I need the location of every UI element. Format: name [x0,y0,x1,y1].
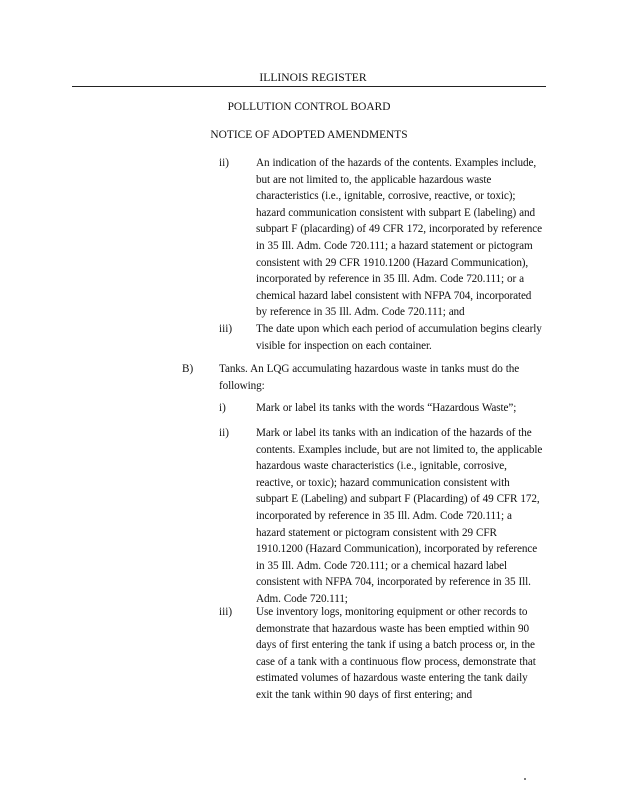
item-text-a-ii: An indication of the hazards of the contents. Examples include, but are not limited to, the applicable hazardous waste characteristics (i.e., ignitable, corrosive, reactive, or toxic); hazard communication consistent with subpart E (labeling) and subpart F (placarding) of 49 CFR 172, incorporated by reference in 35 Ill. Adm. Code 720.111; a hazard statement or pictogram consistent with 29 CFR 1910.1200 (Hazard Communication), incorporated by reference in 35 Ill. Adm. Code 720.111; or a chemical hazard label consistent with NFPA 704, incorporated by reference in 35 Ill. Adm. Code 720.111; and [256,157,542,319]
scan-speck [524,778,526,780]
item-label-a-iii: iii) [219,323,233,335]
item-text-b-iii: Use inventory logs, monitoring equipment or other records to demonstrate that hazardous waste has been emptied within 90 days of first entering the tank if using a batch process or, in the case of a tank with a continuous flow process, demonstrate that estimated volumes of hazardous waste entering the tank daily exit the tank within 90 days of first entering; and [256,606,536,701]
notice-heading: NOTICE OF ADOPTED AMENDMENTS [210,129,408,141]
board-name: POLLUTION CONTROL BOARD [227,101,391,113]
item-label-b-ii: ii) [219,427,229,439]
item-label-a-ii: ii) [219,157,229,169]
section-label-b: B) [182,363,194,375]
section-text-b: Tanks. An LQG accumulating hazardous waste in tanks must do the following: [219,363,520,392]
item-text-b-i: Mark or label its tanks with the words “Hazardous Waste”; [256,402,517,414]
item-label-b-iii: iii) [219,606,233,618]
item-text-b-ii: Mark or label its tanks with an indication of the hazards of the contents. Examples include, but are not limited to, the applicable hazardous waste characteristics (i.e., ignitable, corrosive, reactive, or toxic); hazard communication consistent with subpart E (Labeling) and subpart F (Placarding) of 49 CFR 172, incorporated by reference in 35 Ill. Adm. Code 720.111; a hazard statement or pictogram consistent with 29 CFR 1910.1200 (Hazard Communication), incorporated by reference in 35 Ill. Adm. Code 720.111; or a chemical hazard label consistent with NFPA 704, incorporated by reference in 35 Ill. Adm. Code 720.111; [256,427,543,605]
header-rule [72,86,546,87]
item-label-b-i: i) [219,402,226,414]
register-title: ILLINOIS REGISTER [259,71,367,84]
item-text-a-iii: The date upon which each period of accumulation begins clearly visible for inspection on each container. [256,323,542,352]
